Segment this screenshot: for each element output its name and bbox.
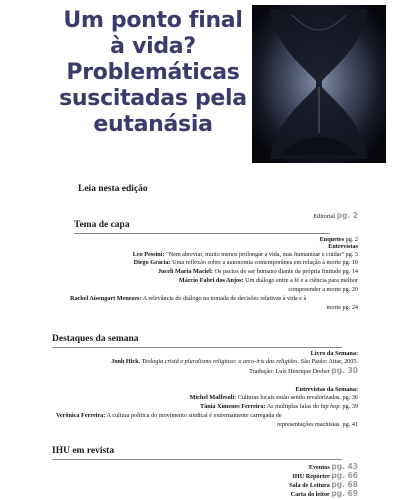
- interviewee-name: Márcio Fabri dos Anjos:: [178, 277, 244, 284]
- toc-entry-eventos[interactable]: [309, 463, 358, 471]
- headline-line: eutanásia: [93, 112, 213, 137]
- interviewee-name: Verônica Ferreira:: [56, 412, 106, 419]
- page-number: pg. 24: [342, 304, 358, 311]
- page-number: pg. 10: [342, 259, 358, 266]
- interviewee-name: Rachel Aisengart Menezes:: [70, 295, 142, 302]
- interviewee-name: Michel Maffesoli:: [189, 394, 237, 401]
- page-number: pg. 36: [342, 394, 358, 401]
- toc-subheading-entrevistas: Entrevistas: [328, 243, 358, 250]
- page-number: pg. 20: [342, 286, 358, 293]
- book-author: Jonh Hick.: [111, 358, 141, 365]
- interview-title: A relevância do diálogo na tomada de decisões relativas à vida e à: [142, 295, 307, 302]
- toc-entry-carta-do-leitor[interactable]: [291, 490, 358, 498]
- toc-entry-book[interactable]: [111, 358, 358, 365]
- section-divider: [52, 459, 342, 460]
- toc-entry-editorial[interactable]: [313, 212, 358, 220]
- interview-title: A cultura política do movimento sindical é extremamente carregada de: [106, 412, 282, 419]
- toc-label: IHU Repórter: [292, 473, 330, 480]
- toc-entry-interview-cont[interactable]: [288, 286, 358, 293]
- interview-title-italic: hip hop.: [320, 403, 341, 410]
- hourglass-icon: [252, 5, 386, 163]
- toc-entry-enquetes[interactable]: [320, 236, 358, 243]
- section-title-tema: Tema de capa: [74, 220, 130, 230]
- page-number: pg. 2: [345, 236, 358, 243]
- page-number: pg. 68: [331, 480, 358, 489]
- toc-entry-interview[interactable]: [134, 259, 358, 266]
- section-title-leia: Leia nesta edição: [78, 184, 148, 194]
- interview-title: Culturas locais estão sendo revalorizadas.: [237, 394, 341, 401]
- headline-line: à vida?: [110, 34, 196, 59]
- interviewee-name: Leo Pessini:: [132, 251, 165, 258]
- interviewee-name: Diego Gracia:: [133, 259, 171, 266]
- book-title: Teologia cristã e pluralismo religioso: o arco-íris das religiões.: [141, 358, 300, 365]
- toc-label: Eventos: [308, 464, 330, 471]
- book-publisher: São Paulo: Attar, 2005.: [300, 358, 358, 365]
- interview-title: representações machistas.: [277, 421, 341, 428]
- page-number: pg. 2: [336, 211, 358, 220]
- page-number: pg. 43: [331, 462, 358, 471]
- toc-entry-interview[interactable]: [200, 403, 358, 410]
- section-title-ihu: IHU em revista: [52, 446, 115, 456]
- toc-entry-interview-cont[interactable]: [327, 304, 358, 311]
- toc-label: Carta do leitor: [290, 491, 330, 498]
- interview-title: morte: [326, 304, 341, 311]
- toc-label: Editorial: [313, 213, 336, 220]
- toc-entry-interview[interactable]: [56, 412, 282, 419]
- interview-title: Uma reflexão sobre a autonomia contemporânea em relação à morte: [172, 259, 341, 266]
- interview-title: compreender a morte: [288, 286, 341, 293]
- toc-subheading-livro: Livro da Semana:: [310, 350, 358, 357]
- toc-entry-sala-de-leitura[interactable]: [289, 481, 358, 489]
- interview-title: Os pactos do ser humano diante da própria finitude: [214, 268, 341, 275]
- toc-entry-interview[interactable]: [190, 394, 358, 401]
- headline-line: Problemáticas: [66, 60, 240, 85]
- toc-entry-book-cont[interactable]: [249, 367, 358, 375]
- interview-title: Um diálogo entre a fé e a ciência para melhor: [245, 277, 358, 284]
- page-number: pg. 41: [342, 421, 358, 428]
- section-title-destaques: Destaques da semana: [52, 334, 139, 344]
- magazine-headline: [58, 8, 248, 138]
- interviewee-name: Juceli Maria Maciel:: [157, 268, 213, 275]
- headline-line: Um ponto final: [63, 8, 243, 33]
- toc-entry-interview[interactable]: [70, 295, 306, 302]
- book-translator: Tradução: Luís Henrique Dreher: [249, 368, 330, 375]
- toc-label: Enquetes: [319, 236, 345, 243]
- toc-subheading-entrevistas-semana: Entrevistas da Semana:: [295, 386, 358, 393]
- toc-entry-interview[interactable]: [158, 268, 358, 275]
- page-number: pg. 39: [342, 403, 358, 410]
- headline-line: suscitadas pela: [59, 86, 247, 111]
- toc-entry-interview[interactable]: [133, 251, 358, 258]
- page-number: pg. 3: [345, 251, 358, 258]
- page-number: pg. 30: [331, 366, 358, 375]
- toc-entry-ihu-reporter[interactable]: [293, 472, 358, 480]
- interview-title: "Nem abreviar, muito menos prolongar a vida, mas humanizar e cuidar": [166, 251, 345, 258]
- interviewee-name: Tânia Ximenes Ferreira:: [199, 403, 266, 410]
- toc-entry-interview[interactable]: [179, 277, 358, 284]
- section-divider: [52, 347, 342, 348]
- page-number: pg. 14: [342, 268, 358, 275]
- section-divider: [74, 233, 330, 234]
- toc-entry-interview-cont[interactable]: [277, 421, 358, 428]
- page-number: pg. 69: [331, 489, 358, 498]
- interview-title: As múltiplas falas do: [266, 403, 320, 410]
- page-number: pg. 66: [331, 471, 358, 480]
- toc-label: Sala de Leitura: [289, 482, 330, 489]
